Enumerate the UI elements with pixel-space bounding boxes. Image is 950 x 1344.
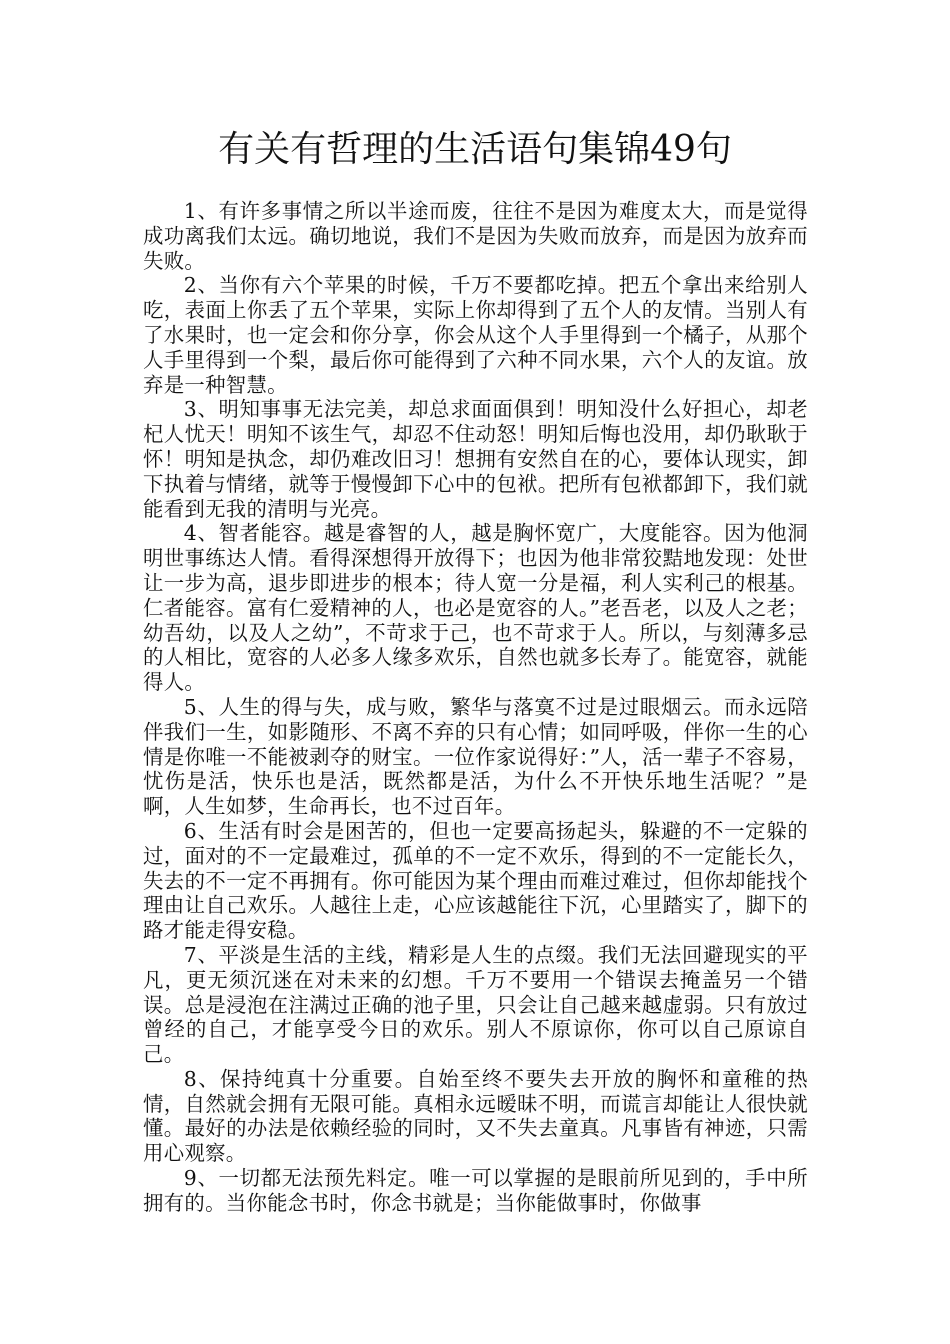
- paragraph-7: 7、平淡是生活的主线，精彩是人生的点缀。我们无法回避现实的平凡，更无须沉迷在对未来的幻想。千万不要用一个错误去掩盖另一个错误。总是浸泡在注满过正确的池子里，只会让自己越来越虚弱。只有放过曾经的自己，才能享受今日的欢乐。别人不原谅你，你可以自己原谅自己。: [143, 942, 808, 1067]
- paragraph-5: 5、人生的得与失，成与败，繁华与落寞不过是过眼烟云。而永远陪伴我们一生，如影随形、不离不弃的只有心情；如同呼吸，伴你一生的心情是你唯一不能被剥夺的财宝。一位作家说得好：”人，活一辈子不容易，忧伤是活，快乐也是活，既然都是活，为什么不开快乐地生活呢？”是啊，人生如梦，生命再长，也不过百年。: [143, 694, 808, 819]
- paragraph-3: 3、明知事事无法完美，却总求面面俱到！明知没什么好担心，却老杞人忧天！明知不该生气，却忍不住动怒！明知后悔也没用，却仍耿耿于怀！明知是执念，却仍难改旧习！想拥有安然自在的心，要体认现实，卸下执着与情绪，就等于慢慢卸下心中的包袱。把所有包袱都卸下，我们就能看到无我的清明与光亮。: [143, 397, 808, 521]
- paragraph-6: 6、生活有时会是困苦的，但也一定要高扬起头，躲避的不一定躲的过，面对的不一定最难过，孤单的不一定不欢乐，得到的不一定能长久，失去的不一定不再拥有。你可能因为某个理由而难过难过，但你却能找个理由让自己欢乐。人越往上走，心应该越能往下沉，心里踏实了，脚下的路才能走得安稳。: [143, 818, 808, 943]
- paragraph-2: 2、当你有六个苹果的时候，千万不要都吃掉。把五个拿出来给别人吃，表面上你丢了五个苹果，实际上你却得到了五个人的友情。当别人有了水果时，也一定会和你分享，你会从这个人手里得到一个橘子，从那个人手里得到一个梨，最后你可能得到了六种不同水果，六个人的友谊。放弃是一种智慧。: [143, 273, 808, 397]
- paragraph-8: 8、保持纯真十分重要。自始至终不要失去开放的胸怀和童稚的热情，自然就会拥有无限可能。真相永远暧昧不明，而谎言却能让人很快就懂。最好的办法是依赖经验的同时，又不失去童真。凡事皆有神迹，只需用心观察。: [143, 1066, 808, 1166]
- paragraph-9: 9、一切都无法预先料定。唯一可以掌握的是眼前所见到的，手中所拥有的。当你能念书时，你念书就是；当你能做事时，你做事: [143, 1166, 808, 1215]
- paragraph-4: 4、智者能容。越是睿智的人，越是胸怀宽广，大度能容。因为他洞明世事练达人情。看得深想得开放得下；也因为他非常狡黠地发现：处世让一步为高，退步即进步的根本；待人宽一分是福，利人实利己的根基。仁者能容。富有仁爱精神的人，也必是宽容的人。”老吾老，以及人之老；幼吾幼，以及人之幼”，不苛求于己，也不苛求于人。所以，与刻薄多忌的人相比，宽容的人必多人缘多欢乐，自然也就多长寿了。能宽容，就能得人。: [143, 521, 808, 695]
- paragraph-1: 1、有许多事情之所以半途而废，往往不是因为难度太大，而是觉得成功离我们太远。确切地说，我们不是因为失败而放弃，而是因为放弃而失败。: [143, 199, 808, 273]
- page-title: 有关有哲理的生活语句集锦49句: [218, 129, 732, 170]
- document-body: [143, 199, 808, 1216]
